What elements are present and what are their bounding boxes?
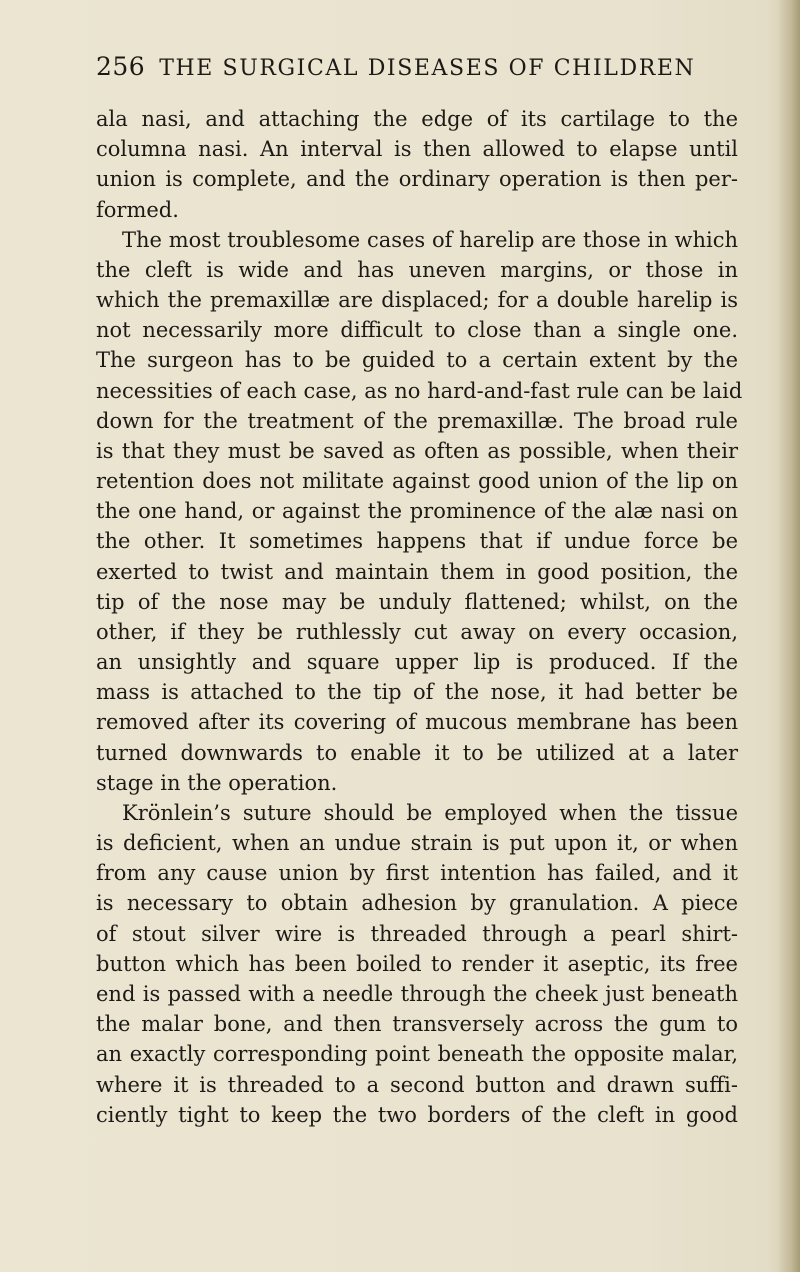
text-line: an exactly corresponding point beneath the opposite malar, bbox=[96, 1042, 738, 1067]
text-line: the other. It sometimes happens that if undue force be bbox=[96, 529, 738, 554]
text-line: necessities of each case, as no hard-and-fast rule can be laid bbox=[96, 378, 743, 403]
text-line: union is complete, and the ordinary operation is then per- bbox=[96, 167, 738, 192]
body-text bbox=[96, 104, 743, 1130]
text-line: ala nasi, and attaching the edge of its cartilage to the bbox=[96, 107, 738, 131]
text-line: The most troublesome cases of harelip are those in which bbox=[122, 227, 738, 252]
page-edge-shadow bbox=[778, 0, 800, 1272]
text-line: which the premaxillæ are displaced; for a double harelip is bbox=[96, 288, 738, 313]
text-line: columna nasi. An interval is then allowed to elapse until bbox=[96, 137, 738, 162]
text-line: the cleft is wide and has uneven margins, or those in bbox=[96, 257, 738, 282]
text-line: is necessary to obtain adhesion by granulation. A piece bbox=[96, 891, 738, 916]
text-line: tip of the nose may be unduly flattened; whilst, on the bbox=[96, 589, 738, 614]
text-line: where it is threaded to a second button and drawn suffi- bbox=[96, 1072, 738, 1097]
text-line: the malar bone, and then transversely across the gum to bbox=[96, 1012, 738, 1037]
running-title: THE SURGICAL DISEASES OF CHILDREN bbox=[159, 56, 696, 81]
text-line: an unsightly and square upper lip is produced. If the bbox=[96, 650, 738, 675]
text-line: button which has been boiled to render it aseptic, its free bbox=[96, 951, 738, 976]
text-line: ciently tight to keep the two borders of the cleft in good bbox=[96, 1102, 738, 1127]
text-line: turned downwards to enable it to be utilized at a later bbox=[96, 740, 738, 765]
text-line: down for the treatment of the premaxillæ. The broad rule bbox=[96, 408, 738, 433]
text-line: exerted to twist and maintain them in good position, the bbox=[96, 559, 738, 584]
text-line: of stout silver wire is threaded through a pearl shirt- bbox=[96, 921, 738, 946]
text-line: The surgeon has to be guided to a certain extent by the bbox=[96, 348, 738, 373]
text-line: retention does not militate against good union of the lip on bbox=[96, 469, 738, 494]
text-line: mass is attached to the tip of the nose, it had better be bbox=[96, 680, 738, 705]
text-line: removed after its covering of mucous membrane has been bbox=[96, 710, 738, 735]
text-line: other, if they be ruthlessly cut away on every occasion, bbox=[96, 619, 738, 644]
text-line: end is passed with a needle through the cheek just beneath bbox=[96, 981, 738, 1006]
running-header bbox=[96, 52, 696, 82]
text-line: is deficient, when an undue strain is put upon it, or when bbox=[96, 831, 738, 856]
text-line: the one hand, or against the prominence of the alæ nasi on bbox=[96, 499, 738, 524]
text-line: is that they must be saved as often as possible, when their bbox=[96, 438, 738, 463]
text-line: Krönlein’s suture should be employed when the tissue bbox=[122, 800, 738, 825]
text-line: formed. bbox=[96, 197, 179, 222]
text-line: stage in the operation. bbox=[96, 770, 338, 795]
page-number: 256 bbox=[96, 52, 146, 81]
text-line: not necessarily more difficult to close than a single one. bbox=[96, 318, 738, 343]
text-line: from any cause union by first intention has failed, and it bbox=[96, 861, 738, 886]
